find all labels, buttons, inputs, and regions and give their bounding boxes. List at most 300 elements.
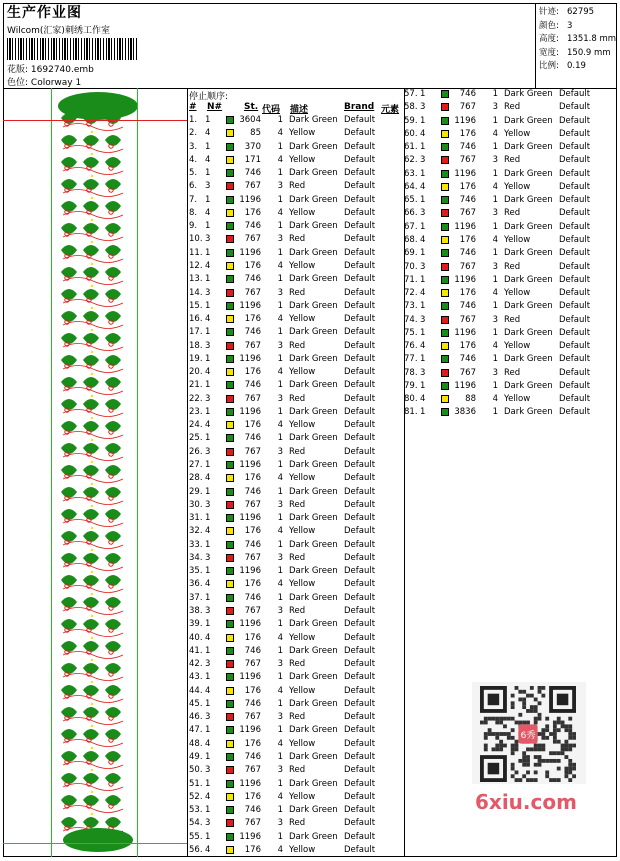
color-swatch [226,753,234,761]
row-stitches: 746 [244,698,261,709]
row-number: 56. [189,844,203,855]
row-needle: 4 [420,128,426,139]
row-number: 35. [189,566,203,577]
row-needle: 1 [205,672,211,683]
row-needle: 1 [420,354,426,365]
row-brand: Default [559,195,591,206]
row-code: 3 [277,818,283,829]
qr-module [568,759,572,763]
row-code: 1 [492,380,498,391]
row-needle: 3 [205,659,211,670]
color-swatch [226,302,234,310]
vine-stem [63,168,123,175]
row-brand: Default [344,367,376,378]
row-stitches: 767 [244,605,261,616]
table-row [189,180,389,193]
row-number: 26. [189,446,203,457]
row-number: 73. [404,301,418,312]
qr-module [538,701,542,705]
row-stitches: 746 [459,301,476,312]
table-row [404,221,604,234]
row-needle: 1 [420,89,426,99]
row-code: 4 [277,207,283,218]
row-code: 1 [277,725,283,736]
row-needle: 1 [420,195,426,206]
row-code: 1 [277,805,283,816]
row-description: Red [289,393,306,404]
vine-stem [63,388,123,395]
qr-module [572,763,576,767]
color-swatch [226,328,234,336]
color-swatch [441,329,449,337]
row-description: Red [289,605,306,616]
row-number: 28. [189,473,203,484]
vine-stem [63,212,123,219]
color-swatch [226,846,234,854]
row-description: Yellow [504,234,531,245]
embroidery-preview [3,88,188,857]
vine-stem [63,410,123,417]
row-code: 1 [277,300,283,311]
row-stitches: 746 [244,805,261,816]
qr-module [495,736,499,740]
color-swatch [226,488,234,496]
qr-logo-text: 6秀 [520,730,536,742]
qr-module [503,724,507,728]
qr-module [568,728,572,732]
qr-module [499,740,503,744]
row-brand: Default [344,207,376,218]
table-row [189,525,389,538]
vine-stem [63,234,123,241]
table-row [404,168,604,181]
qr-module [522,763,526,767]
qr-module [568,724,572,728]
row-stitches: 767 [244,340,261,351]
row-code: 1 [492,89,498,99]
row-brand: Default [344,393,376,404]
row-needle: 3 [420,155,426,166]
row-code: 3 [277,287,283,298]
header-brand: Brand [344,102,375,112]
color-swatch [226,780,234,788]
qr-module [568,717,572,721]
row-number: 54. [189,818,203,829]
row-description: Dark Green [504,142,553,153]
qr-module [568,767,572,771]
row-description: Dark Green [289,115,338,125]
qr-module [507,732,511,736]
row-description: Yellow [289,314,316,325]
table-row [189,446,389,459]
row-stitches: 1196 [454,115,476,126]
row-stitches: 746 [244,221,261,232]
color-swatch [226,713,234,721]
row-brand: Default [344,605,376,616]
vine-stem [63,432,123,439]
color-swatch [226,196,234,204]
row-number: 57. [404,89,418,99]
table-row [189,167,389,180]
design-file: 花版: 1692740.emb [7,65,94,75]
color-swatch [226,156,234,164]
qr-module [538,755,542,759]
qr-module [541,736,545,740]
row-code: 4 [492,394,498,405]
qr-module [534,763,538,767]
vine-stem [63,300,123,307]
row-number: 78. [404,367,418,378]
spec-key: 比例: [539,61,559,71]
qr-module [572,774,576,778]
row-needle: 4 [205,685,211,696]
table-row [189,432,389,445]
row-number: 31. [189,513,203,524]
qr-module [553,740,557,744]
row-needle: 3 [420,102,426,113]
table-row [189,247,389,260]
qr-module [568,747,572,751]
qr-module [538,759,542,763]
row-number: 27. [189,460,203,471]
vine-stem [63,190,123,197]
row-code: 1 [492,327,498,338]
qr-module [503,732,507,736]
guide-line-right [137,88,138,857]
row-brand: Default [344,406,376,417]
qr-module [511,701,515,705]
row-number: 21. [189,380,203,391]
table-row [404,115,604,128]
qr-module [518,713,522,717]
row-stitches: 767 [244,181,261,192]
table-row [189,565,389,578]
row-number: 45. [189,698,203,709]
row-number: 77. [404,354,418,365]
table-row [404,287,604,300]
row-stitches: 176 [459,128,476,139]
row-description: Yellow [504,341,531,352]
row-stitches: 1196 [239,300,261,311]
table-row [189,618,389,631]
row-number: 58. [404,102,418,113]
color-swatch [441,236,449,244]
row-brand: Default [344,247,376,258]
qr-module [526,770,530,774]
color-swatch [441,316,449,324]
qr-module [526,747,530,751]
row-brand: Default [344,751,376,762]
row-needle: 1 [205,327,211,338]
row-description: Dark Green [289,805,338,816]
bud-dot [91,395,93,397]
row-description: Dark Green [289,406,338,417]
table-row [404,274,604,287]
row-needle: 1 [420,248,426,259]
spec-item [539,46,611,58]
qr-module [488,728,492,732]
qr-module [499,732,503,736]
row-description: Dark Green [289,380,338,391]
qr-module [553,732,557,736]
row-description: Dark Green [289,725,338,736]
row-brand: Default [344,300,376,311]
row-code: 1 [277,194,283,205]
row-brand: Default [344,260,376,271]
row-brand: Default [344,659,376,670]
row-stitches: 767 [244,659,261,670]
vine-stem [63,608,123,615]
page-title: 生产作业图 [7,5,82,21]
barcode [7,38,137,60]
row-needle: 4 [420,234,426,245]
qr-module [564,755,568,759]
spec-key: 宽度: [539,47,559,58]
row-code: 3 [277,446,283,457]
table-row [404,234,604,247]
row-needle: 1 [205,698,211,709]
qr-module [564,740,568,744]
color-swatch [226,262,234,270]
qr-module [545,717,549,721]
row-description: Dark Green [289,672,338,683]
row-code: 3 [277,712,283,723]
bud-dot [91,285,93,287]
row-description: Red [289,181,306,192]
row-needle: 4 [205,128,211,139]
table-row [189,114,389,127]
spec-value: 3 [567,20,573,31]
row-stitches: 1196 [239,353,261,364]
row-stitches: 176 [244,844,261,855]
row-number: 40. [189,632,203,643]
qr-module [561,747,565,751]
vine-stem [63,542,123,549]
row-needle: 4 [205,844,211,855]
color-swatch [226,474,234,482]
row-stitches: 767 [459,155,476,166]
row-brand: Default [344,685,376,696]
row-number: 36. [189,579,203,590]
row-number: 32. [189,526,203,537]
vine-stem [63,586,123,593]
table-row [189,406,389,419]
row-stitches: 176 [244,579,261,590]
row-stitches: 767 [244,446,261,457]
table-row [189,578,389,591]
row-description: Dark Green [289,353,338,364]
row-needle: 4 [420,181,426,192]
row-description: Dark Green [289,300,338,311]
vine-stem [63,718,123,725]
row-needle: 1 [205,406,211,417]
qr-module [522,751,526,755]
color-swatch [226,461,234,469]
row-brand: Default [559,89,591,99]
row-stitches: 176 [459,341,476,352]
row-needle: 4 [205,632,211,643]
row-number: 18. [189,340,203,351]
row-description: Yellow [289,154,316,165]
qr-code-image [480,686,576,782]
row-number: 49. [189,751,203,762]
qr-module [530,709,534,713]
row-needle: 4 [205,260,211,271]
qr-module [515,770,519,774]
row-number: 25. [189,433,203,444]
table-row [404,327,604,340]
row-code: 1 [277,115,283,125]
row-brand: Default [559,181,591,192]
row-description: Dark Green [504,274,553,285]
qr-module [572,736,576,740]
color-swatch [226,289,234,297]
row-stitches: 767 [244,499,261,510]
row-code: 4 [492,128,498,139]
row-code: 1 [277,353,283,364]
qr-module [518,698,522,702]
qr-module [484,736,488,740]
qr-module [568,770,572,774]
row-description: Dark Green [289,194,338,205]
table-row [189,658,389,671]
qr-module [511,767,515,771]
row-stitches: 171 [244,154,261,165]
bud-dot [91,153,93,155]
table-row [189,724,389,737]
row-code: 1 [492,407,498,418]
row-description: Red [289,712,306,723]
qr-module [568,744,572,748]
qr-module [553,721,557,725]
color-swatch [226,766,234,774]
stop-sequence-label: 停止顺序: [189,92,229,102]
row-needle: 1 [205,353,211,364]
qr-module [530,694,534,698]
table-row [189,711,389,724]
qr-module [553,724,557,728]
row-brand: Default [344,486,376,497]
row-stitches: 1196 [239,725,261,736]
row-brand: Default [559,407,591,418]
qr-module [499,717,503,721]
table-row [189,207,389,220]
color-swatch [441,289,449,297]
color-swatch [226,275,234,283]
row-description: Yellow [289,632,316,643]
qr-module [534,778,538,782]
table-row [189,512,389,525]
row-brand: Default [344,141,376,152]
qr-module [564,770,568,774]
row-number: 42. [189,659,203,670]
row-code: 1 [277,247,283,258]
row-code: 3 [492,367,498,378]
row-brand: Default [344,128,376,139]
row-needle: 4 [205,579,211,590]
row-brand: Default [559,155,591,166]
spec-value: 0.19 [567,61,586,71]
row-description: Dark Green [504,301,553,312]
row-brand: Default [344,566,376,577]
row-description: Red [289,287,306,298]
row-code: 4 [492,181,498,192]
row-description: Dark Green [289,513,338,524]
row-stitches: 1196 [239,194,261,205]
table-row [404,141,604,154]
row-description: Yellow [289,420,316,431]
row-stitches: 176 [244,632,261,643]
qr-module [557,740,561,744]
row-number: 67. [404,221,418,232]
row-needle: 4 [205,420,211,431]
row-description: Dark Green [504,115,553,126]
qr-module [564,774,568,778]
row-number: 55. [189,831,203,842]
watermark-site: 6xiu.com [475,790,577,814]
row-description: Dark Green [289,433,338,444]
row-description: Red [289,659,306,670]
row-code: 1 [492,274,498,285]
row-needle: 4 [420,341,426,352]
row-needle: 1 [205,460,211,471]
row-description: Yellow [289,791,316,802]
row-description: Dark Green [504,248,553,259]
qr-module [534,698,538,702]
bud-dot [91,571,93,573]
row-code: 3 [277,181,283,192]
qr-module [534,744,538,748]
table-row [404,247,604,260]
row-stitches: 746 [244,486,261,497]
qr-module [526,721,530,725]
row-brand: Default [344,353,376,364]
row-needle: 1 [205,725,211,736]
qr-module [515,740,519,744]
row-description: Red [289,340,306,351]
qr-module [492,732,496,736]
row-stitches: 746 [244,380,261,391]
table-row [189,273,389,286]
qr-module [495,721,499,725]
color-swatch [226,434,234,442]
color-swatch [226,249,234,257]
row-needle: 3 [420,314,426,325]
row-brand: Default [559,208,591,219]
vine-stem [63,366,123,373]
table-row [189,233,389,246]
qr-module [522,759,526,763]
row-needle: 1 [205,300,211,311]
qr-module [484,732,488,736]
qr-module [499,744,503,748]
bud-dot [91,637,93,639]
row-stitches: 176 [244,473,261,484]
row-description: Dark Green [504,195,553,206]
qr-module [492,717,496,721]
row-number: 4. [189,154,198,165]
color-swatch [226,448,234,456]
row-code: 3 [492,314,498,325]
table-row [189,300,389,313]
row-brand: Default [559,341,591,352]
qr-module [534,755,538,759]
table-row [189,778,389,791]
qr-module [530,705,534,709]
bud-dot [91,681,93,683]
row-brand: Default [559,301,591,312]
bud-dot [91,241,93,243]
